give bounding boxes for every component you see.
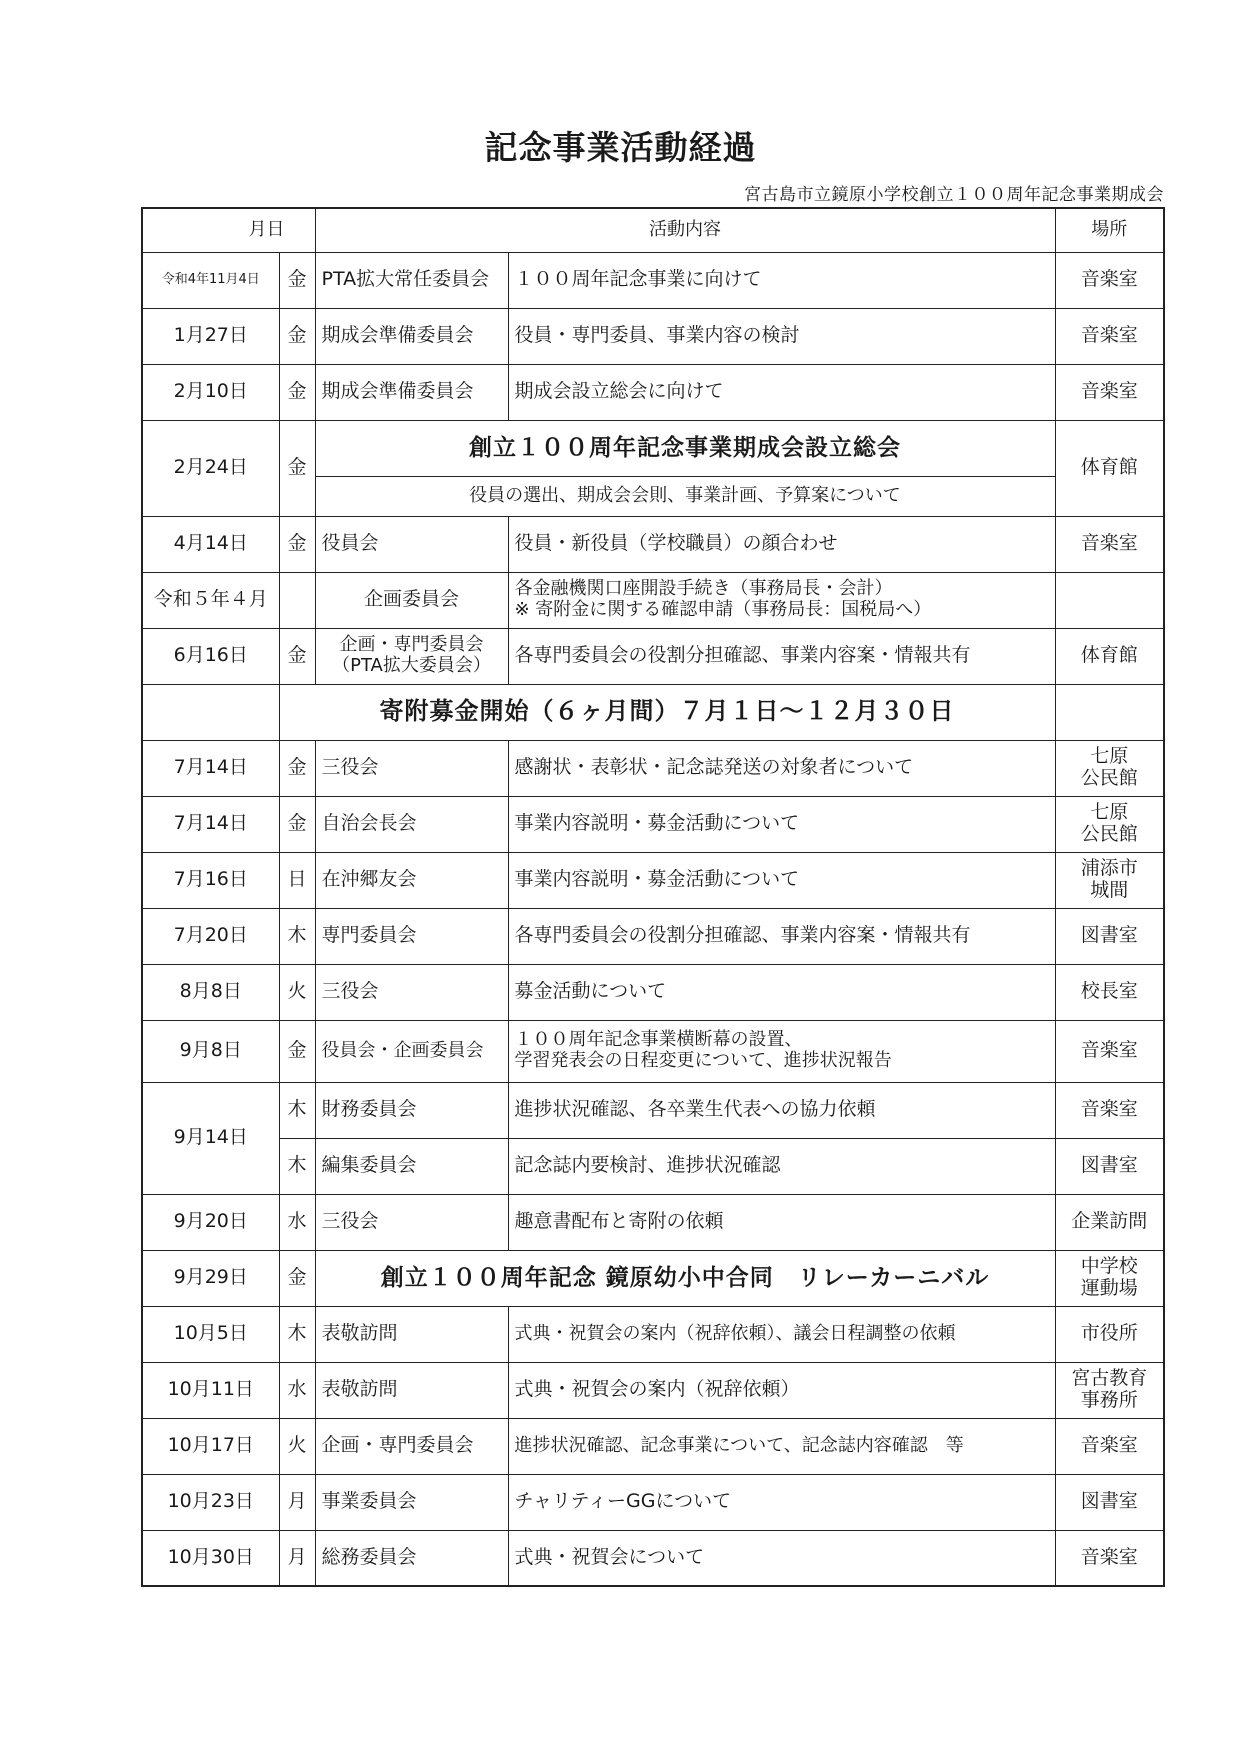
committee-cell: 役員会 bbox=[315, 516, 508, 572]
empty-cell bbox=[142, 684, 279, 740]
place-cell bbox=[1055, 852, 1164, 908]
place-cell: 校長室 bbox=[1055, 964, 1164, 1020]
table-row bbox=[142, 1082, 1164, 1138]
header-place: 場所 bbox=[1055, 208, 1164, 252]
table-row bbox=[142, 252, 1164, 308]
committee-cell: 事業委員会 bbox=[315, 1474, 508, 1530]
table-row bbox=[142, 740, 1164, 796]
place-line: 中学校 bbox=[1080, 1255, 1138, 1278]
place-cell: 企業訪問 bbox=[1055, 1194, 1164, 1250]
place-line: 浦添市 bbox=[1080, 857, 1138, 880]
place-cell: 音楽室 bbox=[1055, 364, 1164, 420]
table-row bbox=[142, 1530, 1164, 1586]
date-cell: 1月27日 bbox=[142, 308, 279, 364]
place-line: 宮古教育 bbox=[1071, 1367, 1148, 1390]
table-header-row bbox=[142, 208, 1164, 252]
weekday-cell: 月 bbox=[279, 1474, 315, 1530]
committee-cell: 三役会 bbox=[315, 1194, 508, 1250]
place-cell: 音楽室 bbox=[1055, 308, 1164, 364]
date-cell: 令和５年４月 bbox=[142, 572, 279, 628]
committee-cell: 自治会長会 bbox=[315, 796, 508, 852]
weekday-cell: 金 bbox=[279, 420, 315, 516]
place-cell: 音楽室 bbox=[1055, 516, 1164, 572]
place-line: 城間 bbox=[1090, 879, 1129, 901]
date-cell: 6月16日 bbox=[142, 628, 279, 684]
place-cell: 音楽室 bbox=[1055, 1530, 1164, 1586]
weekday-cell: 金 bbox=[279, 740, 315, 796]
weekday-cell: 木 bbox=[279, 1082, 315, 1138]
date-cell: 9月14日 bbox=[142, 1082, 279, 1194]
description-cell: 進捗状況確認、記念事業について、記念誌内容確認 等 bbox=[508, 1418, 1055, 1474]
weekday-cell: 金 bbox=[279, 628, 315, 684]
date-cell: 10月11日 bbox=[142, 1362, 279, 1418]
weekday-cell: 木 bbox=[279, 1138, 315, 1194]
table-row bbox=[142, 1474, 1164, 1530]
weekday-cell: 金 bbox=[279, 308, 315, 364]
weekday-cell: 金 bbox=[279, 1020, 315, 1082]
committee-cell: 企画委員会 bbox=[315, 572, 508, 628]
description-cell: チャリティーGGについて bbox=[508, 1474, 1055, 1530]
description-cell: 役員・新役員（学校職員）の顔合わせ bbox=[508, 516, 1055, 572]
table-row bbox=[142, 364, 1164, 420]
fundraising-banner: 寄附募金開始（６ヶ月間）７月１日～１２月３０日 bbox=[279, 684, 1055, 740]
table-row bbox=[142, 1138, 1164, 1194]
date-cell: 9月20日 bbox=[142, 1194, 279, 1250]
organization-name: 宮古島市立鏡原小学校創立１００周年記念事業期成会 bbox=[744, 185, 1164, 205]
activity-table bbox=[141, 207, 1165, 1587]
description-cell: １００周年記念事業に向けて bbox=[508, 252, 1055, 308]
committee-cell: 財務委員会 bbox=[315, 1082, 508, 1138]
date-cell: 10月17日 bbox=[142, 1418, 279, 1474]
place-cell: 音楽室 bbox=[1055, 1020, 1164, 1082]
place-line: 公民館 bbox=[1080, 823, 1138, 845]
date-cell: 7月20日 bbox=[142, 908, 279, 964]
place-line: 七原 bbox=[1090, 745, 1129, 768]
table-row bbox=[142, 628, 1164, 684]
weekday-cell: 金 bbox=[279, 516, 315, 572]
committee-cell: 企画・専門委員会 bbox=[315, 1418, 508, 1474]
header-activity: 活動内容 bbox=[315, 208, 1055, 252]
weekday-cell: 水 bbox=[279, 1194, 315, 1250]
page-title: 記念事業活動経過 bbox=[484, 128, 757, 167]
description-cell: 事業内容説明・募金活動について bbox=[508, 796, 1055, 852]
description-cell bbox=[508, 1020, 1055, 1082]
description-cell: 役員・専門委員、事業内容の検討 bbox=[508, 308, 1055, 364]
description-cell: 各専門委員会の役割分担確認、事業内容案・情報共有 bbox=[508, 908, 1055, 964]
description-line: １００周年記念事業横断幕の設置、 bbox=[514, 1029, 803, 1051]
table-row bbox=[142, 1362, 1164, 1418]
description-line: 学習発表会の日程変更について、進捗状況報告 bbox=[514, 1050, 892, 1071]
committee-cell: 期成会準備委員会 bbox=[315, 308, 508, 364]
place-cell: 図書室 bbox=[1055, 1138, 1164, 1194]
committee-line: （PTA拡大委員会） bbox=[332, 655, 491, 676]
place-line: 事務所 bbox=[1080, 1389, 1138, 1411]
place-cell: 音楽室 bbox=[1055, 252, 1164, 308]
weekday-cell: 金 bbox=[279, 796, 315, 852]
description-cell: 進捗状況確認、各卒業生代表への協力依頼 bbox=[508, 1082, 1055, 1138]
date-cell: 10月30日 bbox=[142, 1530, 279, 1586]
date-cell: 2月24日 bbox=[142, 420, 279, 516]
table-row bbox=[142, 1306, 1164, 1362]
place-cell bbox=[1055, 572, 1164, 628]
place-cell: 体育館 bbox=[1055, 628, 1164, 684]
weekday-cell: 日 bbox=[279, 852, 315, 908]
date-cell: 2月10日 bbox=[142, 364, 279, 420]
weekday-cell: 火 bbox=[279, 964, 315, 1020]
weekday-cell: 水 bbox=[279, 1362, 315, 1418]
description-cell: 感謝状・表彰状・記念誌発送の対象者について bbox=[508, 740, 1055, 796]
description-cell: 式典・祝賀会について bbox=[508, 1530, 1055, 1586]
committee-cell: 編集委員会 bbox=[315, 1138, 508, 1194]
place-cell: 音楽室 bbox=[1055, 1418, 1164, 1474]
committee-cell: 表敬訪問 bbox=[315, 1362, 508, 1418]
place-cell: 図書室 bbox=[1055, 1474, 1164, 1530]
table-row bbox=[142, 1194, 1164, 1250]
table-row bbox=[142, 796, 1164, 852]
description-cell bbox=[508, 572, 1055, 628]
weekday-cell: 月 bbox=[279, 1530, 315, 1586]
table-row bbox=[142, 684, 1164, 740]
place-line: 七原 bbox=[1090, 801, 1129, 824]
weekday-cell: 木 bbox=[279, 1306, 315, 1362]
committee-cell: 役員会・企画委員会 bbox=[315, 1020, 508, 1082]
table-row bbox=[142, 572, 1164, 628]
committee-cell: 専門委員会 bbox=[315, 908, 508, 964]
place-cell bbox=[1055, 740, 1164, 796]
committee-line: 企画・専門委員会 bbox=[339, 634, 484, 656]
table-row bbox=[142, 1020, 1164, 1082]
table-row bbox=[142, 516, 1164, 572]
description-cell: 趣意書配布と寄附の依頼 bbox=[508, 1194, 1055, 1250]
place-cell bbox=[1055, 1250, 1164, 1306]
event-title-cell: 創立１００周年記念 鏡原幼小中合同 リレーカーニバル bbox=[315, 1250, 1055, 1306]
table-row bbox=[142, 908, 1164, 964]
date-cell: 7月14日 bbox=[142, 740, 279, 796]
table-row bbox=[142, 308, 1164, 364]
place-cell bbox=[1055, 796, 1164, 852]
event-detail-cell: 役員の選出、期成会会則、事業計画、予算案について bbox=[315, 476, 1055, 516]
description-cell: 式典・祝賀会の案内（祝辞依頼） bbox=[508, 1362, 1055, 1418]
date-cell: 4月14日 bbox=[142, 516, 279, 572]
committee-cell: 表敬訪問 bbox=[315, 1306, 508, 1362]
place-cell: 図書室 bbox=[1055, 908, 1164, 964]
description-cell: 募金活動について bbox=[508, 964, 1055, 1020]
date-cell: 8月8日 bbox=[142, 964, 279, 1020]
committee-cell: 三役会 bbox=[315, 740, 508, 796]
committee-cell: 総務委員会 bbox=[315, 1530, 508, 1586]
date-cell: 10月5日 bbox=[142, 1306, 279, 1362]
committee-cell: 期成会準備委員会 bbox=[315, 364, 508, 420]
description-cell: 記念誌内要検討、進捗状況確認 bbox=[508, 1138, 1055, 1194]
weekday-cell bbox=[279, 572, 315, 628]
place-cell bbox=[1055, 1362, 1164, 1418]
table-row bbox=[142, 852, 1164, 908]
description-line: 各金融機関口座開設手続き（事務局長・会計） bbox=[514, 578, 893, 600]
committee-cell: 三役会 bbox=[315, 964, 508, 1020]
weekday-cell: 金 bbox=[279, 252, 315, 308]
description-line: ※ 寄附金に関する確認申請（事務局長：国税局へ） bbox=[514, 599, 932, 620]
date-cell: 10月23日 bbox=[142, 1474, 279, 1530]
empty-cell bbox=[1055, 684, 1164, 740]
description-cell: 期成会設立総会に向けて bbox=[508, 364, 1055, 420]
date-cell: 7月14日 bbox=[142, 796, 279, 852]
description-cell: 各専門委員会の役割分担確認、事業内容案・情報共有 bbox=[508, 628, 1055, 684]
place-cell: 市役所 bbox=[1055, 1306, 1164, 1362]
description-cell: 事業内容説明・募金活動について bbox=[508, 852, 1055, 908]
place-line: 公民館 bbox=[1080, 767, 1138, 789]
place-line: 運動場 bbox=[1080, 1277, 1138, 1299]
event-title-cell: 創立１００周年記念事業期成会設立総会 bbox=[315, 420, 1055, 476]
weekday-cell: 木 bbox=[279, 908, 315, 964]
weekday-cell: 金 bbox=[279, 1250, 315, 1306]
committee-cell bbox=[315, 628, 508, 684]
date-cell: 9月8日 bbox=[142, 1020, 279, 1082]
place-cell: 音楽室 bbox=[1055, 1082, 1164, 1138]
date-cell: 9月29日 bbox=[142, 1250, 279, 1306]
date-cell: 令和4年11月4日 bbox=[142, 252, 279, 308]
table-row bbox=[142, 1250, 1164, 1306]
weekday-cell: 金 bbox=[279, 364, 315, 420]
date-cell: 7月16日 bbox=[142, 852, 279, 908]
committee-cell: PTA拡大常任委員会 bbox=[315, 252, 508, 308]
table-row bbox=[142, 964, 1164, 1020]
table-row bbox=[142, 420, 1164, 476]
header-date: 月日 bbox=[142, 208, 315, 252]
committee-cell: 在沖郷友会 bbox=[315, 852, 508, 908]
weekday-cell: 火 bbox=[279, 1418, 315, 1474]
description-cell: 式典・祝賀会の案内（祝辞依頼）、議会日程調整の依頼 bbox=[508, 1306, 1055, 1362]
place-cell: 体育館 bbox=[1055, 420, 1164, 516]
table-row bbox=[142, 1418, 1164, 1474]
